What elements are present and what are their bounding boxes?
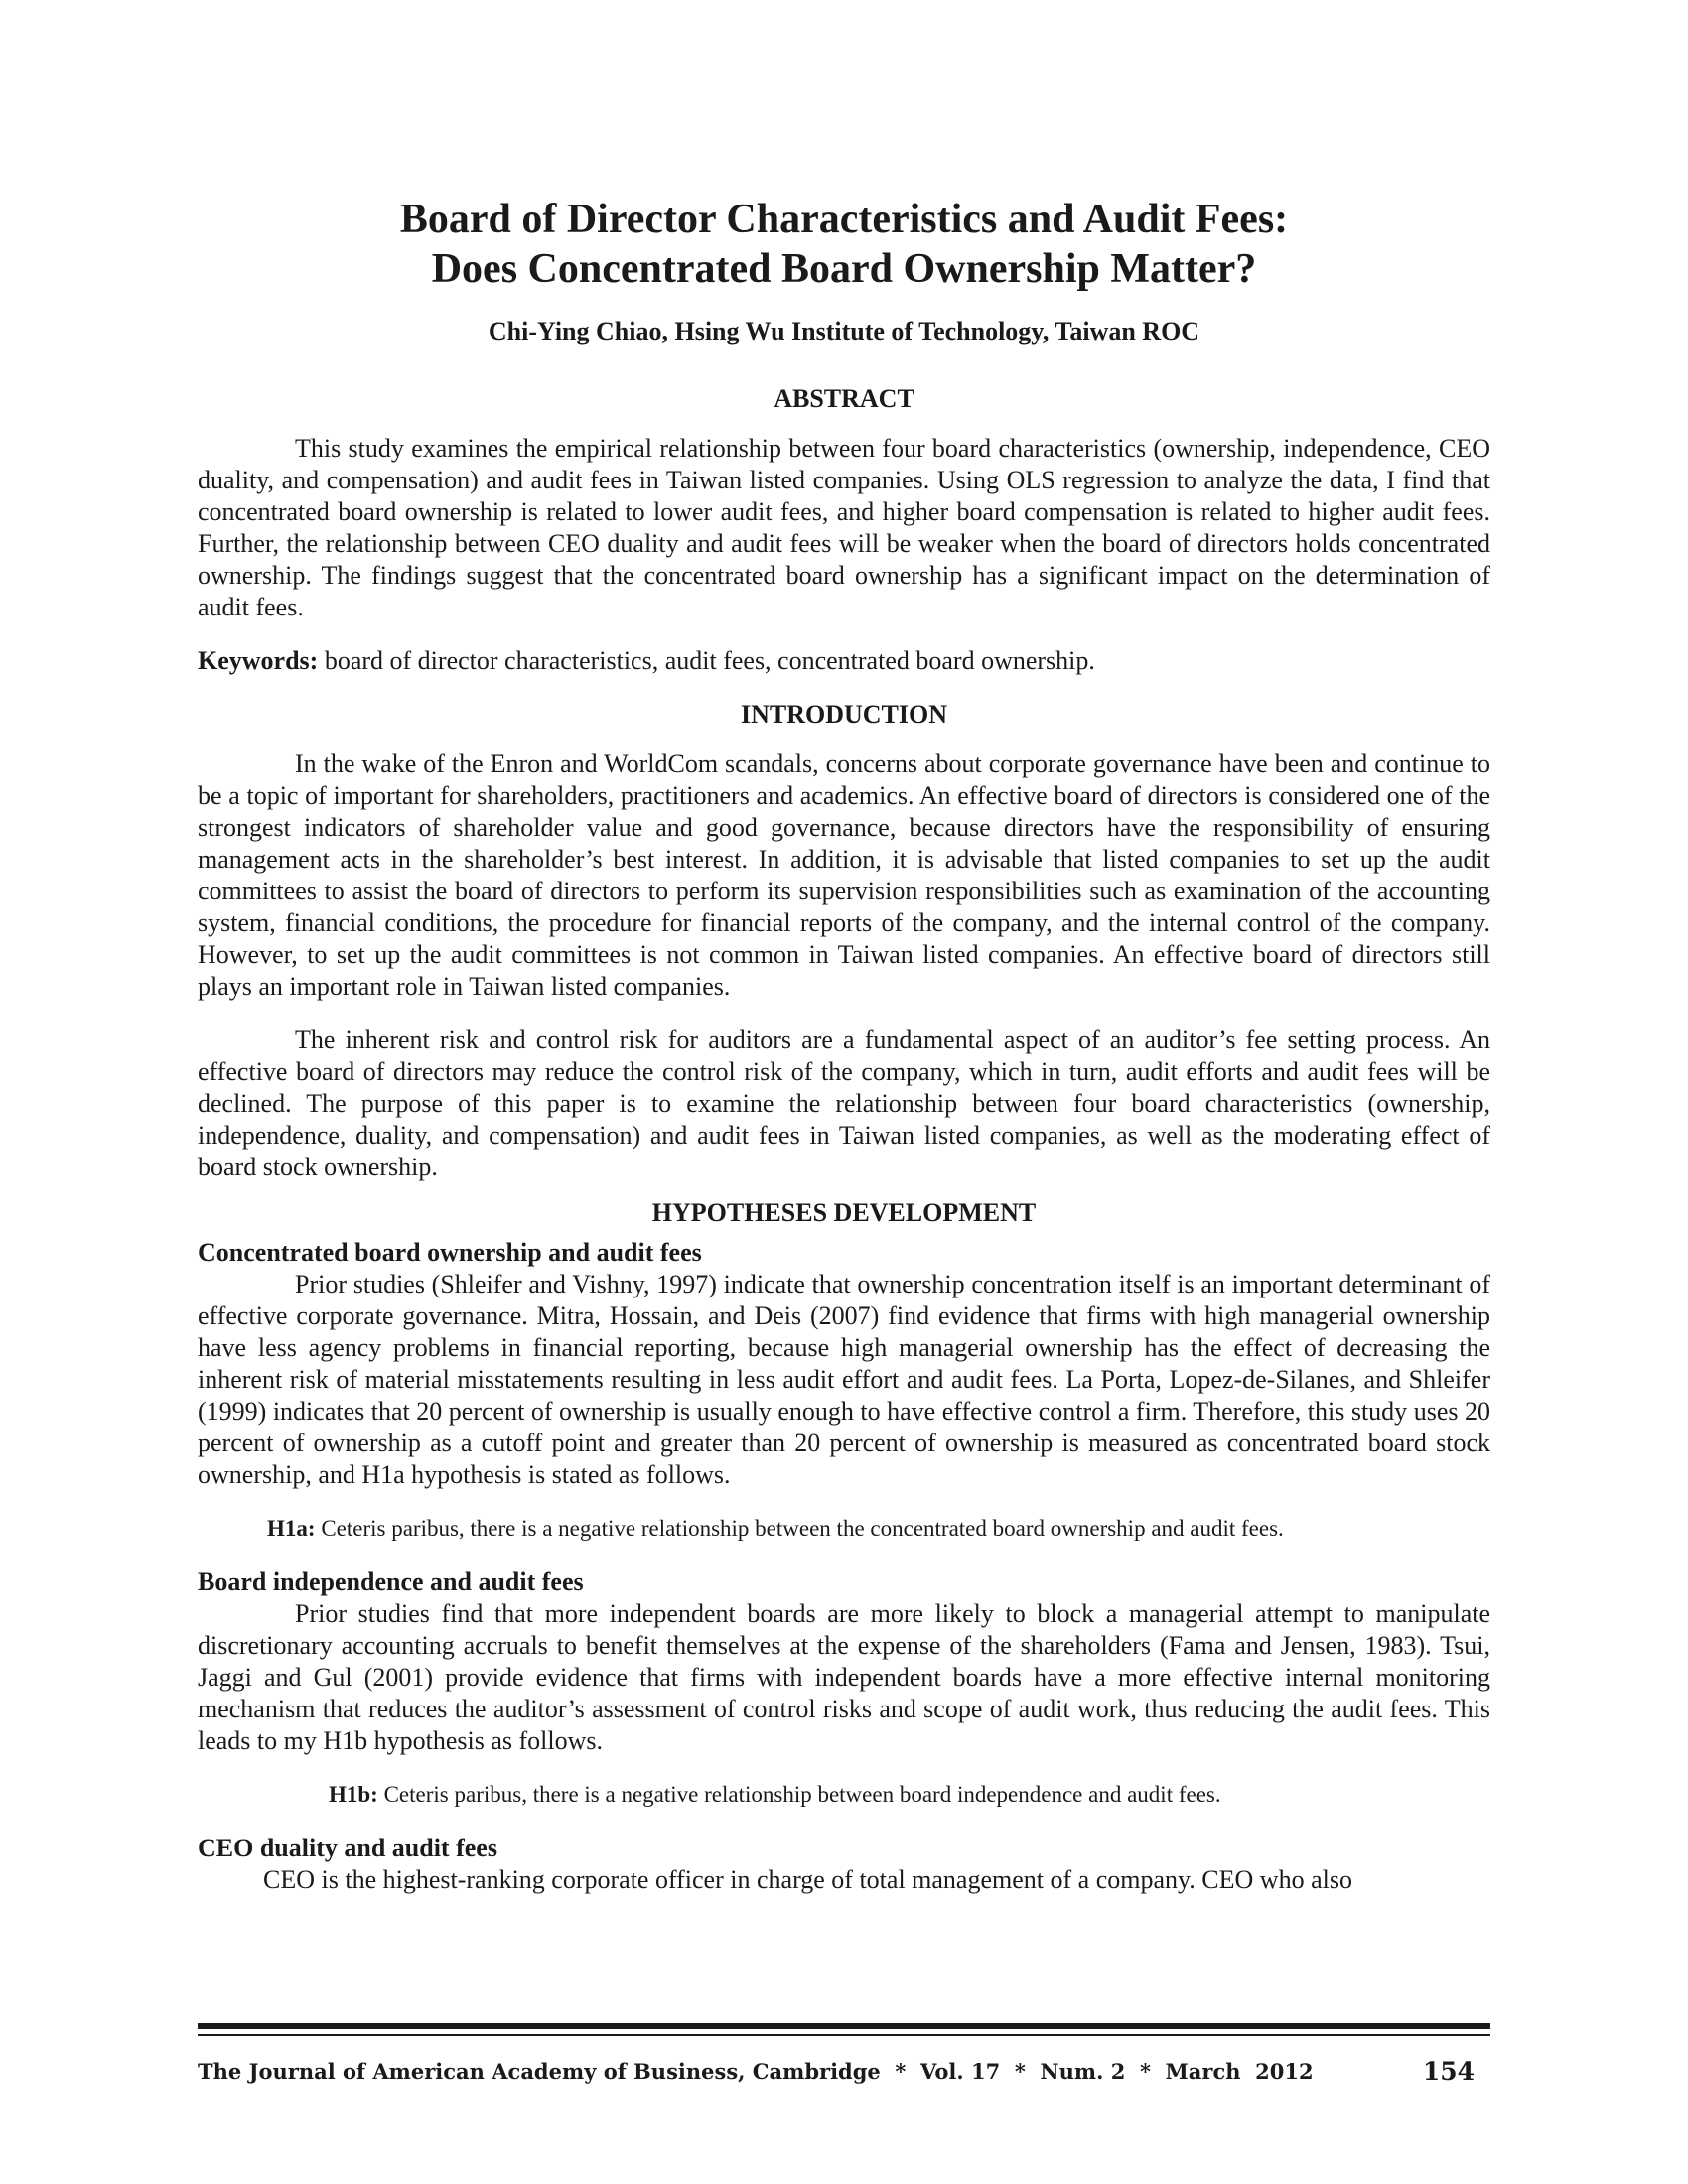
hypothesis-h1b-label: H1b: [329,1782,378,1807]
footer-rule-thick [198,2023,1490,2029]
duality-subheading: CEO duality and audit fees [198,1834,497,1862]
hypothesis-h1b [198,1779,1490,1811]
ownership-subheading: Concentrated board ownership and audit fees [198,1238,702,1267]
independence-paragraph: Prior studies find that more independent boards are more likely to block a managerial attempt to manipulate discretionary accounting accruals to benefit themselves at the expense of the shareholders (Fama and Jensen, 1983). Tsui, Jaggi and Gul (2001) provide evidence that firms with independent boards have a more effective internal monitoring mechanism that reduces the auditor’s assessment of control risks and scope of audit work, thus reducing the audit fees. This leads to my H1b hypothesis as follows. [198,1599,1490,1755]
title-line-2: Does Concentrated Board Ownership Matter? [431,246,1257,292]
keywords-label: Keywords: [198,646,319,675]
ownership-paragraph: Prior studies (Shleifer and Vishny, 1997) indicate that ownership concentration itself is an important determinant of effective corporate governance. Mitra, Hossain, and Deis (2007) find evidence that firms with high managerial ownership have less agency problems in financial reporting, because high managerial ownership has the effect of decreasing the inherent risk of material misstatements resulting in less audit effort and audit fees. La Porta, Lopez-de-Silanes, and Shleifer (1999) indicates that 20 percent of ownership is usually enough to have effective control a firm. Therefore, this study uses 20 percent of ownership as a cutoff point and greater than 20 percent of ownership is measured as concentrated board stock ownership, and H1a hypothesis is stated as follows. [198,1270,1490,1489]
author-line: Chi-Ying Chiao, Hsing Wu Institute of Technology, Taiwan ROC [488,317,1200,345]
introduction-paragraph-2: The inherent risk and control risk for auditors are a fundamental aspect of an auditor’s fee setting process. An effective board of directors may reduce the control risk of the company, which in turn, audit efforts and audit fees will be declined. The purpose of this paper is to examine the relationship between four board characteristics (ownership, independence, duality, and compensation) and audit fees in Taiwan listed companies, as well as the moderating effect of board stock ownership. [198,1025,1490,1181]
hypothesis-h1a [198,1513,1490,1545]
page-number: 154 [1422,2057,1475,2086]
introduction-heading: INTRODUCTION [740,700,948,729]
abstract-heading: ABSTRACT [774,384,914,413]
independence-subheading: Board independence and audit fees [198,1568,584,1596]
hypothesis-h1a-text: Ceteris paribus, there is a negative relationship between the concentrated board ownership and audit fees. [315,1516,1284,1541]
keywords-text: board of director characteristics, audit fees, concentrated board ownership. [318,646,1095,675]
keywords [198,645,1490,677]
abstract-text: This study examines the empirical relationship between four board characteristics (ownership, independence, CEO duality, and compensation) and audit fees in Taiwan listed companies. Using OLS regression to analyze the data, I find that concentrated board ownership is related to lower audit fees, and higher board compensation is related to higher audit fees. Further, the relationship between CEO duality and audit fees will be weaker when the board of directors holds concentrated ownership. The findings suggest that the concentrated board ownership has a significant impact on the determination of audit fees. [198,434,1490,621]
introduction-paragraph-1: In the wake of the Enron and WorldCom scandals, concerns about corporate governance have been and continue to be a topic of important for shareholders, practitioners and academics. An effective board of directors is considered one of the strongest indicators of shareholder value and good governance, because directors have the responsibility of ensuring management acts in the shareholder’s best interest. In addition, it is advisable that listed companies to set up the audit committees to assist the board of directors to perform its supervision responsibilities such as examination of the accounting system, financial conditions, the procedure for financial reports of the company, and the internal control of the company. However, to set up the audit committees is not common in Taiwan listed companies. An effective board of directors still plays an important role in Taiwan listed companies. [198,750,1490,1001]
hypotheses-heading: HYPOTHESES DEVELOPMENT [651,1198,1037,1227]
duality-paragraph: CEO is the highest-ranking corporate officer in charge of total management of a company. CEO who also [263,1865,1352,1894]
hypothesis-h1a-label: H1a: [267,1516,316,1541]
article-page [198,195,1490,1896]
page-footer [198,2053,1490,2093]
title-line-1: Board of Director Characteristics and Audit Fees: [399,197,1289,242]
journal-citation: The Journal of American Academy of Business, Cambridge * Vol. 17 * Num. 2 * March 2012 [198,2059,1314,2084]
hypothesis-h1b-text: Ceteris paribus, there is a negative relationship between board independence and audit fees. [377,1782,1221,1807]
article-title [198,195,1490,294]
footer-rule-thin [198,2034,1490,2036]
